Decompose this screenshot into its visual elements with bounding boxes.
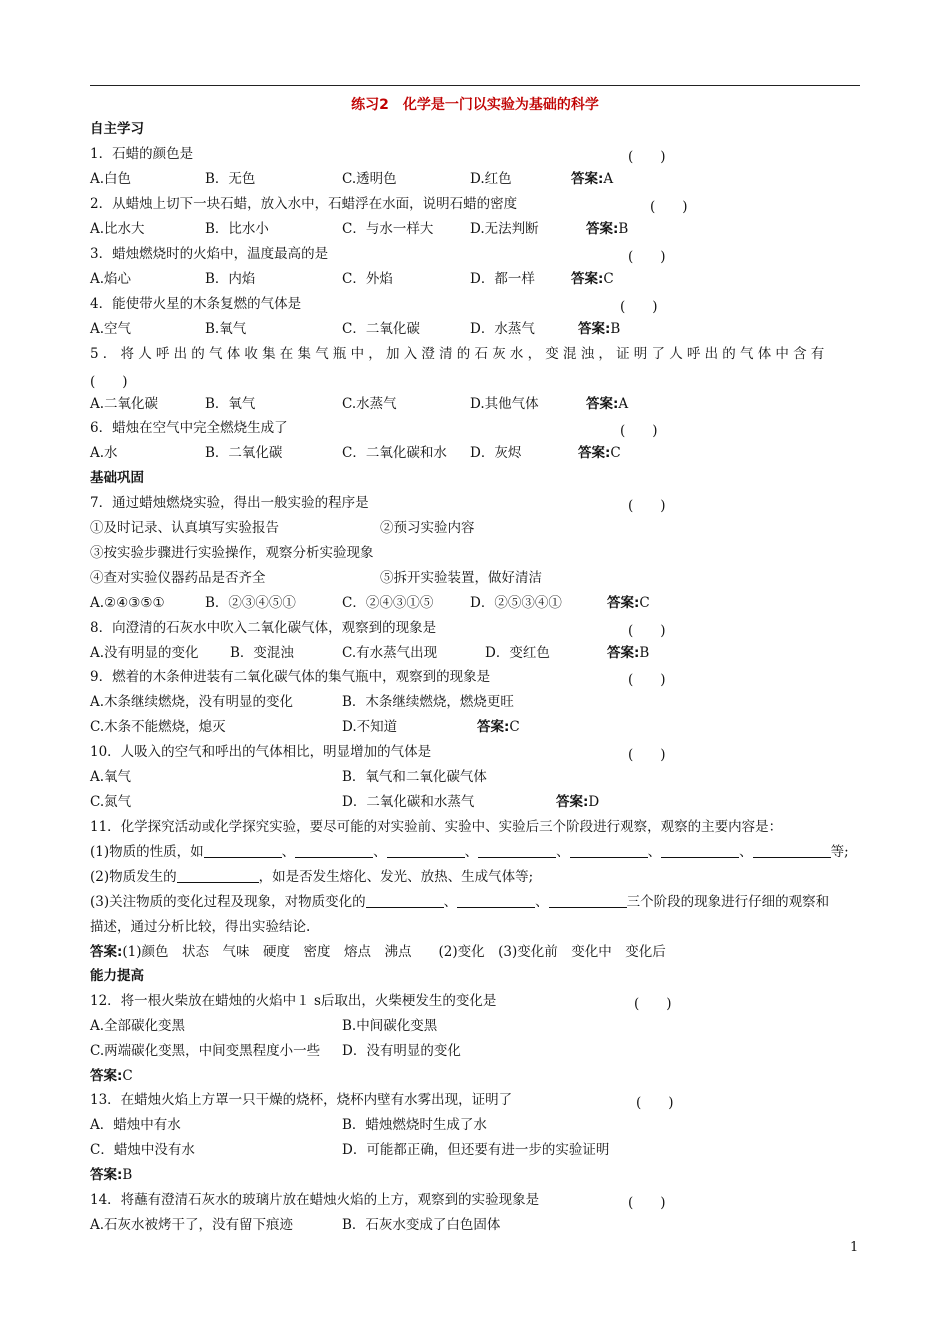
answer-paren: ( ) bbox=[90, 374, 128, 390]
option-b: B．变混浊 bbox=[230, 645, 294, 661]
answer-paren: ( ) bbox=[628, 747, 666, 763]
fill-suffix: 等; bbox=[830, 844, 849, 860]
answer-value: B bbox=[122, 1167, 133, 1183]
question-stem: 1．石蜡的颜色是 bbox=[90, 146, 194, 162]
option-c: C．二氧化碳和水 bbox=[342, 445, 447, 461]
answer-value: D bbox=[588, 794, 600, 810]
answer-label: 答案: bbox=[571, 271, 604, 287]
answer-value: C bbox=[603, 271, 614, 287]
answer bbox=[556, 793, 599, 811]
question-stem: 5．将人呼出的气体收集在集气瓶中，加入澄清的石灰水，变混浊，证明了人呼出的气体中含有 bbox=[90, 346, 829, 362]
answer bbox=[578, 444, 621, 462]
question-stem: 14．将蘸有澄清石灰水的玻璃片放在蜡烛火焰的上方，观察到的实验现象是 bbox=[90, 1192, 540, 1208]
option-a: A.氧气 bbox=[90, 769, 132, 785]
option-b: B．内焰 bbox=[205, 271, 256, 287]
option-d: D．没有明显的变化 bbox=[342, 1043, 461, 1059]
question-stem: 10．人吸入的空气和呼出的气体相比，明显增加的气体是 bbox=[90, 744, 432, 760]
answer-paren: ( ) bbox=[628, 1195, 666, 1211]
separator: 、 bbox=[373, 844, 387, 860]
option-c: C．二氧化碳 bbox=[342, 321, 420, 337]
fill-line-3 bbox=[90, 893, 829, 911]
answer-paren: ( ) bbox=[634, 996, 672, 1012]
step-2: ②预习实验内容 bbox=[380, 520, 475, 536]
question-stem: 6．蜡烛在空气中完全燃烧生成了 bbox=[90, 420, 288, 436]
answer-label: 答案: bbox=[90, 1068, 123, 1084]
blank bbox=[457, 894, 535, 908]
answer-paren: ( ) bbox=[628, 498, 666, 514]
answer-paren: ( ) bbox=[620, 423, 658, 439]
header-rule bbox=[90, 85, 860, 86]
answer-label: 答案: bbox=[90, 1167, 123, 1183]
fill-suffix: ，如是否发生熔化、发光、放热、生成气体等; bbox=[258, 869, 534, 885]
option-d: D．灰烬 bbox=[470, 445, 522, 461]
option-a: A.全部碳化变黑 bbox=[90, 1018, 186, 1034]
answer-label: 答案: bbox=[90, 944, 123, 960]
answer-value: B bbox=[610, 321, 621, 337]
blank bbox=[570, 844, 648, 858]
section-heading: 自主学习 bbox=[90, 121, 144, 137]
option-b: B．②③④⑤① bbox=[205, 595, 296, 611]
question-stem: 3．蜡烛燃烧时的火焰中，温度最高的是 bbox=[90, 246, 329, 262]
fill-prefix: (1)物质的性质，如 bbox=[90, 844, 204, 860]
option-c: C.氮气 bbox=[90, 794, 132, 810]
option-a: A.二氧化碳 bbox=[90, 396, 159, 412]
option-a: A.焰心 bbox=[90, 271, 132, 287]
answer-label: 答案: bbox=[578, 445, 611, 461]
page-number: 1 bbox=[850, 1240, 859, 1255]
answer bbox=[571, 170, 613, 188]
page-title: 练习2 化学是一门以实验为基础的科学 bbox=[351, 97, 599, 113]
answer bbox=[578, 320, 620, 338]
option-c: C.透明色 bbox=[342, 171, 397, 187]
answer-value: A bbox=[618, 396, 629, 412]
answer-label: 答案: bbox=[607, 595, 640, 611]
answer bbox=[90, 1067, 133, 1085]
answer-value: B bbox=[639, 645, 650, 661]
option-b: B．无色 bbox=[205, 171, 256, 187]
fill-line-2 bbox=[90, 868, 533, 886]
answer bbox=[90, 943, 666, 961]
option-c: C．②④③①⑤ bbox=[342, 595, 434, 611]
blank bbox=[177, 869, 259, 883]
answer-label: 答案: bbox=[571, 171, 604, 187]
answer-label: 答案: bbox=[477, 719, 510, 735]
answer-label: 答案: bbox=[578, 321, 611, 337]
fill-prefix: (2)物质发生的 bbox=[90, 869, 177, 885]
answer bbox=[586, 220, 628, 238]
option-b: B．氧气 bbox=[205, 396, 256, 412]
step-5: ⑤拆开实验装置，做好清洁 bbox=[380, 570, 542, 586]
option-a: A.白色 bbox=[90, 171, 132, 187]
question-stem: 8．向澄清的石灰水中吹入二氧化碳气体，观察到的现象是 bbox=[90, 620, 437, 636]
blank bbox=[753, 844, 831, 858]
answer-value: C bbox=[122, 1068, 133, 1084]
blank bbox=[366, 894, 444, 908]
separator: 、 bbox=[535, 894, 549, 910]
option-d: D．水蒸气 bbox=[470, 321, 535, 337]
answer-label: 答案: bbox=[586, 221, 619, 237]
answer-paren: ( ) bbox=[636, 1095, 674, 1111]
question-stem: 7．通过蜡烛燃烧实验，得出一般实验的程序是 bbox=[90, 495, 369, 511]
option-c: C.水蒸气 bbox=[342, 396, 397, 412]
question-stem: 12．将一根火柴放在蜡烛的火焰中１ s后取出，火柴梗发生的变化是 bbox=[90, 993, 497, 1009]
blank bbox=[387, 844, 465, 858]
option-d: D．可能都正确，但还要有进一步的实验证明 bbox=[342, 1142, 610, 1158]
question-stem: 9．燃着的木条伸进装有二氧化碳气体的集气瓶中，观察到的现象是 bbox=[90, 669, 491, 685]
separator: 、 bbox=[647, 844, 662, 860]
option-d: D.无法判断 bbox=[470, 221, 539, 237]
option-a: A.比水大 bbox=[90, 221, 145, 237]
separator: 、 bbox=[464, 844, 479, 860]
answer-paren: ( ) bbox=[628, 149, 666, 165]
option-a: A．蜡烛中有水 bbox=[90, 1117, 181, 1133]
option-b: B．二氧化碳 bbox=[205, 445, 283, 461]
option-a: A.②④③⑤① bbox=[90, 595, 165, 611]
option-b: B．石灰水变成了白色固体 bbox=[342, 1217, 501, 1233]
fill-line-1 bbox=[90, 843, 849, 861]
option-d: D．都一样 bbox=[470, 271, 535, 287]
answer-paren: ( ) bbox=[628, 623, 666, 639]
option-b: B．氧气和二氧化碳气体 bbox=[342, 769, 487, 785]
answer-paren: ( ) bbox=[650, 199, 688, 215]
question-stem: 13．在蜡烛火焰上方罩一只干燥的烧杯，烧杯内壁有水雾出现，证明了 bbox=[90, 1092, 513, 1108]
answer-value: A bbox=[603, 171, 614, 187]
question-stem: 11．化学探究活动或化学探究实验，要尽可能的对实验前、实验中、实验后三个阶段进行观察，观察的主要内容是： bbox=[90, 819, 783, 835]
answer bbox=[477, 718, 520, 736]
answer-paren: ( ) bbox=[628, 672, 666, 688]
option-d: D.红色 bbox=[470, 171, 512, 187]
answer-paren: ( ) bbox=[620, 299, 658, 315]
option-c: C．蜡烛中没有水 bbox=[90, 1142, 195, 1158]
answer-label: 答案: bbox=[586, 396, 619, 412]
option-a: A.没有明显的变化 bbox=[90, 645, 199, 661]
section-heading: 能力提高 bbox=[90, 968, 144, 984]
blank bbox=[478, 844, 556, 858]
answer-value: B bbox=[618, 221, 629, 237]
separator: 、 bbox=[281, 844, 296, 860]
option-b: B．比水小 bbox=[205, 221, 269, 237]
option-a: A.水 bbox=[90, 445, 118, 461]
option-c: C.两端碳化变黑，中间变黑程度小一些 bbox=[90, 1043, 321, 1059]
option-a: A.空气 bbox=[90, 321, 132, 337]
answer-value: C bbox=[639, 595, 650, 611]
question-stem: 2．从蜡烛上切下一块石蜡，放入水中，石蜡浮在水面，说明石蜡的密度 bbox=[90, 196, 518, 212]
answer-value: C bbox=[610, 445, 621, 461]
option-d: D．变红色 bbox=[485, 645, 550, 661]
option-d: D．②⑤③④① bbox=[470, 595, 562, 611]
answer bbox=[586, 395, 628, 413]
blank bbox=[204, 844, 282, 858]
option-c: C．外焰 bbox=[342, 271, 393, 287]
option-b: B.中间碳化变黑 bbox=[342, 1018, 438, 1034]
answer-value: C bbox=[509, 719, 520, 735]
blank bbox=[549, 894, 627, 908]
answer-value: (1)颜色 状态 气味 硬度 密度 熔点 沸点 (2)变化 (3)变化前 变化中 变化后 bbox=[122, 944, 666, 960]
blank bbox=[295, 844, 373, 858]
separator: 、 bbox=[739, 844, 753, 860]
option-c: C．与水一样大 bbox=[342, 221, 434, 237]
option-a: A.木条继续燃烧，没有明显的变化 bbox=[90, 694, 294, 710]
answer-label: 答案: bbox=[556, 794, 589, 810]
option-c: C.有水蒸气出现 bbox=[342, 645, 438, 661]
option-b: B．木条继续燃烧，燃烧更旺 bbox=[342, 694, 514, 710]
fill-line-continued: 描述，通过分析比较，得出实验结论. bbox=[90, 919, 311, 935]
fill-suffix: 三个阶段的现象进行仔细的观察和 bbox=[626, 894, 830, 910]
option-d: D．二氧化碳和水蒸气 bbox=[342, 794, 475, 810]
step-1: ①及时记录、认真填写实验报告 bbox=[90, 520, 279, 536]
separator: 、 bbox=[443, 894, 458, 910]
answer bbox=[607, 594, 650, 612]
option-d: D.不知道 bbox=[342, 719, 398, 735]
option-d: D.其他气体 bbox=[470, 396, 539, 412]
option-c: C.木条不能燃烧，熄灭 bbox=[90, 719, 226, 735]
option-b: B.氧气 bbox=[205, 321, 247, 337]
fill-prefix: (3)关注物质的变化过程及现象，对物质变化的 bbox=[90, 894, 366, 910]
answer-paren: ( ) bbox=[628, 249, 666, 265]
question-stem: 4．能使带火星的木条复燃的气体是 bbox=[90, 296, 302, 312]
section-heading: 基础巩固 bbox=[90, 470, 144, 486]
step-4: ④查对实验仪器药品是否齐全 bbox=[90, 570, 266, 586]
option-a: A.石灰水被烤干了，没有留下痕迹 bbox=[90, 1217, 294, 1233]
answer bbox=[90, 1166, 132, 1184]
answer bbox=[607, 644, 649, 662]
answer bbox=[571, 270, 614, 288]
step-3: ③按实验步骤进行实验操作，观察分析实验现象 bbox=[90, 545, 374, 561]
option-b: B．蜡烛燃烧时生成了水 bbox=[342, 1117, 487, 1133]
separator: 、 bbox=[556, 844, 570, 860]
answer-label: 答案: bbox=[607, 645, 640, 661]
blank bbox=[661, 844, 739, 858]
